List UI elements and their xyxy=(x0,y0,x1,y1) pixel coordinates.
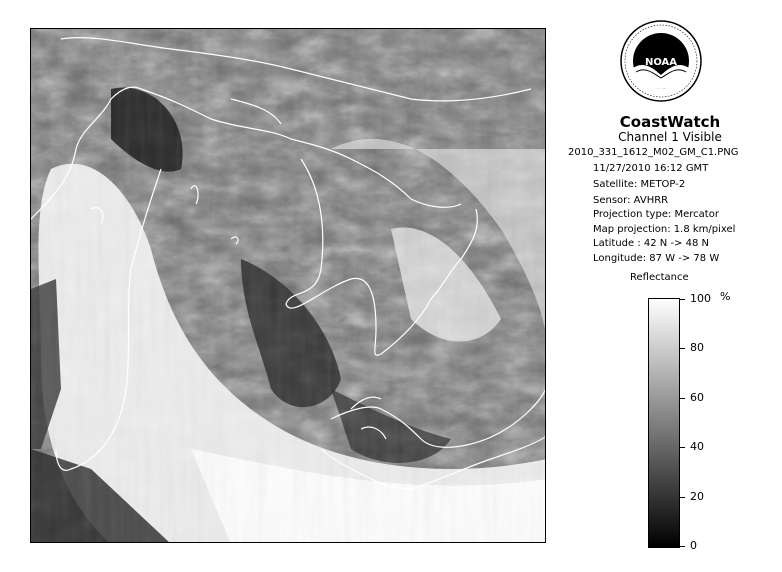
date-time: 11/27/2010 16:12 GMT xyxy=(593,163,709,174)
colorbar-tick-label: 40 xyxy=(690,440,704,453)
reflectance-colorbar xyxy=(648,298,680,548)
colorbar-title: Reflectance xyxy=(630,272,689,283)
noaa-logo xyxy=(620,20,702,102)
colorbar-tick-label: 20 xyxy=(690,490,704,503)
map-projection-label: Map projection: 1.8 km/pixel xyxy=(593,224,736,235)
colorbar-tick xyxy=(680,447,685,448)
longitude-label: Longitude: 87 W -> 78 W xyxy=(593,253,720,264)
noaa-logo-text: NOAA xyxy=(644,57,678,68)
colorbar-tick xyxy=(680,398,685,399)
colorbar-tick xyxy=(680,497,685,498)
colorbar-tick xyxy=(680,546,685,547)
colorbar-tick-label: 100 xyxy=(690,292,711,305)
colorbar-tick xyxy=(680,348,685,349)
sensor-label: Sensor: AVHRR xyxy=(593,195,669,206)
satellite-image xyxy=(30,28,546,543)
colorbar-tick-label: 60 xyxy=(690,391,704,404)
satellite-label: Satellite: METOP-2 xyxy=(593,179,686,190)
colorbar-tick-label: 80 xyxy=(690,341,704,354)
satellite-scene xyxy=(31,29,546,543)
colorbar-unit: % xyxy=(720,290,731,303)
colorbar-tick-label: 0 xyxy=(690,539,697,552)
latitude-label: Latitude : 42 N -> 48 N xyxy=(593,238,709,249)
file-name: 2010_331_1612_M02_GM_C1.PNG xyxy=(568,147,739,158)
projection-type-label: Projection type: Mercator xyxy=(593,209,719,220)
channel-name: Channel 1 Visible xyxy=(618,130,722,144)
product-title: CoastWatch xyxy=(619,113,721,131)
colorbar-tick xyxy=(680,299,685,300)
